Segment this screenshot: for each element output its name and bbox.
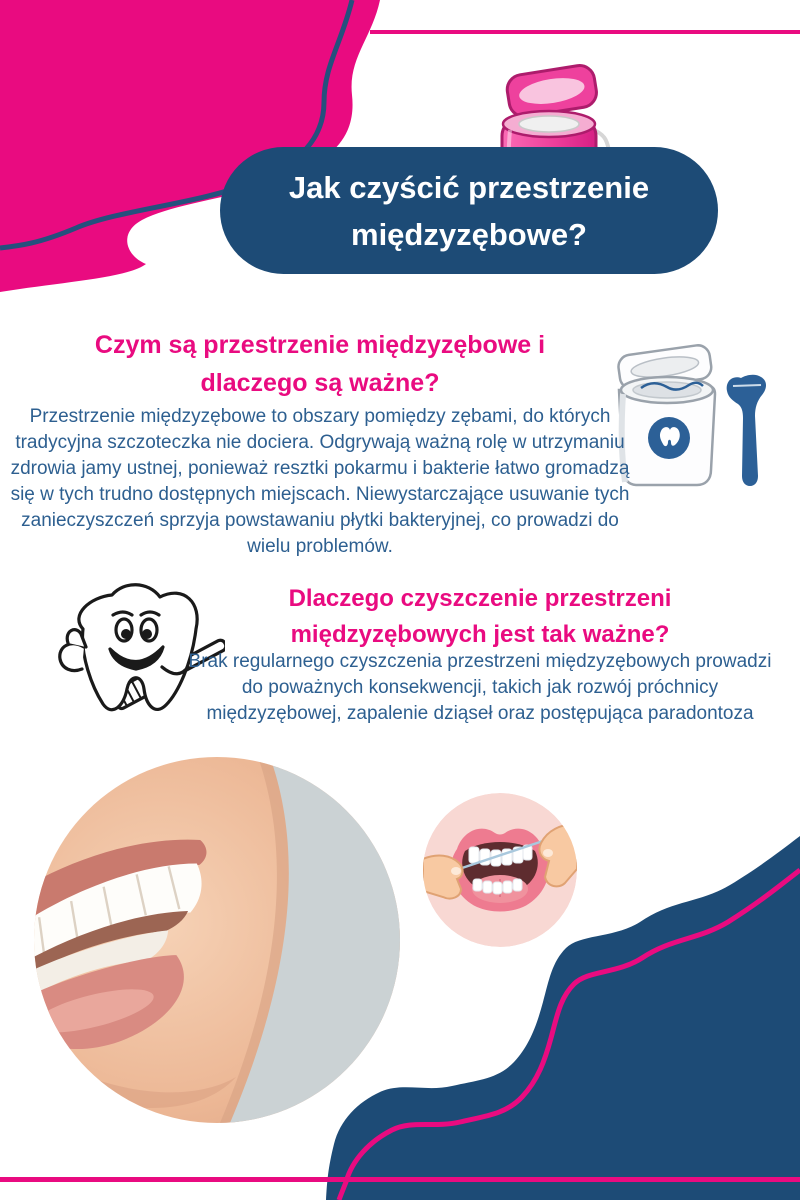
section2-heading: Dlaczego czyszczenie przestrzeni międzyzębowych jest tak ważne? bbox=[288, 585, 672, 648]
title-banner bbox=[220, 147, 718, 274]
smile-photo bbox=[34, 757, 400, 1123]
floss-pick bbox=[727, 375, 766, 486]
top-pink-line-decoration bbox=[370, 30, 800, 34]
left-hand bbox=[423, 856, 463, 899]
bottom-pink-line-decoration bbox=[0, 1177, 800, 1182]
page-title: Jak czyścić przestrzenie międzyzębowe? bbox=[288, 169, 650, 252]
section1-body: Przestrzenie międzyzębowe to obszary pomiędzy zębami, do których tradycyjna szczoteczka nie dociera. Odgrywają ważną rolę w utrzymaniu zdrowia jamy ustnej, ponieważ resztki pokarmu i bakterie łatwo gromadzą się w tych trudno dostępnych miejscach. Niewystarczające usuwanie tych zanieczyszczeń sprzyja powstawaniu płytki bakteryjnej, co prowadzi do wielu problemów. bbox=[10, 406, 630, 557]
section1-heading: Czym są przestrzenie międzyzębowe i dlaczego są ważne? bbox=[94, 331, 546, 397]
section2-body: Brak regularnego czyszczenia przestrzeni międzyzębowych prowadzi do poważnych konsekwencji, takich jak rozwój próchnicy międzyzębowej, zapalenie dziąseł oraz postępująca paradontoza bbox=[188, 651, 772, 724]
flossing-mouth-graphic bbox=[423, 793, 577, 947]
flossing-mouth-illustration bbox=[423, 793, 577, 947]
smile-photo-graphic bbox=[34, 757, 400, 1123]
